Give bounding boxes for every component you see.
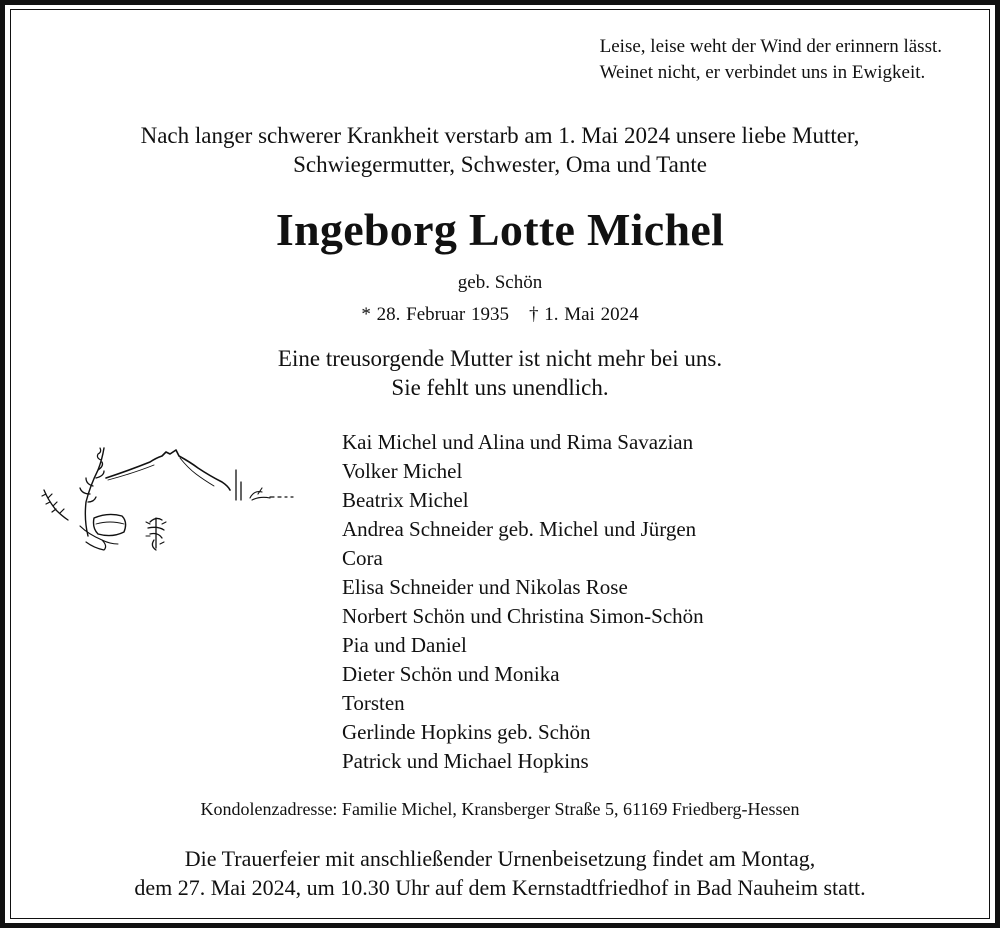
tribute-line-1: Eine treusorgende Mutter ist nicht mehr bei uns.: [277, 346, 723, 371]
list-item: Patrick und Michael Hopkins: [342, 749, 589, 773]
announcement-intro: [0, 121, 1000, 179]
list-item: Torsten: [342, 691, 405, 715]
list-item: Dieter Schön und Monika: [342, 662, 560, 686]
list-item: Cora: [342, 546, 383, 570]
death-date: † 1. Mai 2024: [528, 304, 639, 325]
survivors-list: [342, 428, 704, 776]
deceased-name: Ingeborg Lotte Michel: [275, 204, 725, 255]
motto-verse: [600, 34, 942, 86]
life-dates: [0, 303, 1000, 327]
tribute-line-2: Sie fehlt uns unendlich.: [391, 375, 609, 400]
list-item: Gerlinde Hopkins geb. Schön: [342, 720, 591, 744]
condolence-address: Kondolenzadresse: Familie Michel, Kransberger Straße 5, 61169 Friedberg-Hessen: [200, 799, 800, 819]
list-item: Kai Michel und Alina und Rima Savazian: [342, 430, 694, 454]
tribute-text: [0, 344, 1000, 402]
intro-line-2: Schwiegermutter, Schwester, Oma und Tante: [293, 152, 707, 177]
list-item: Andrea Schneider geb. Michel und Jürgen: [342, 517, 697, 541]
motto-line-2: Weinet nicht, er verbindet uns in Ewigkeit.: [599, 62, 926, 83]
landscape-sketch-icon: [38, 440, 300, 560]
ceremony-line-1: Die Trauerfeier mit anschließender Urnenbeisetzung findet am Montag,: [184, 846, 816, 871]
list-item: Beatrix Michel: [342, 488, 469, 512]
birth-date: * 28. Februar 1935: [361, 304, 509, 325]
ceremony-line-2: dem 27. Mai 2024, um 10.30 Uhr auf dem Kernstadtfriedhof in Bad Nauheim statt.: [134, 875, 866, 900]
intro-line-1: Nach langer schwerer Krankheit verstarb am 1. Mai 2024 unsere liebe Mutter,: [140, 123, 860, 148]
maiden-name: geb. Schön: [457, 272, 543, 293]
list-item: Norbert Schön und Christina Simon-Schön: [342, 604, 704, 628]
list-item: Volker Michel: [342, 459, 463, 483]
motto-line-1: Leise, leise weht der Wind der erinnern lässt.: [599, 36, 942, 57]
list-item: Pia und Daniel: [342, 633, 467, 657]
list-item: Elisa Schneider und Nikolas Rose: [342, 575, 628, 599]
funeral-ceremony-info: [0, 844, 1000, 902]
